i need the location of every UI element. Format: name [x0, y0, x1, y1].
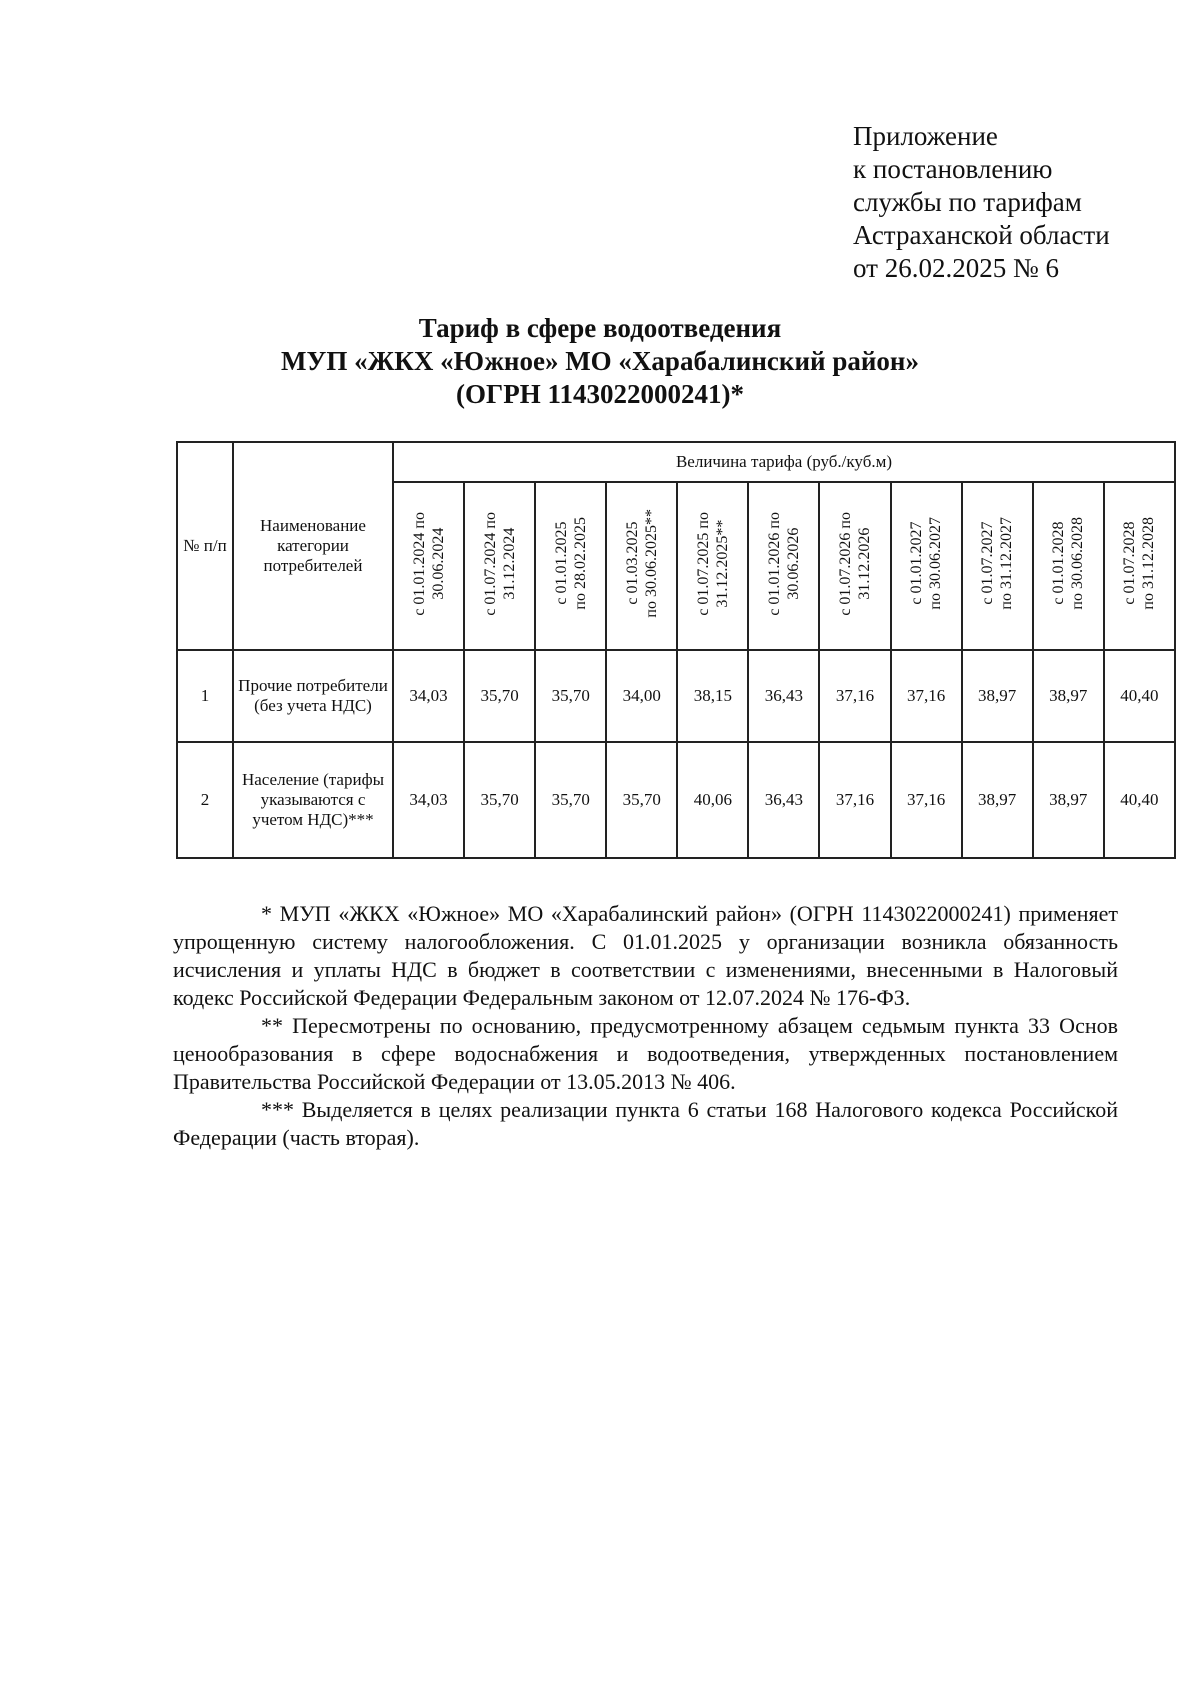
tariff-value: 37,16 — [819, 650, 890, 742]
period-label: с 01.01.2026 по 30.06.2026 — [765, 511, 802, 616]
appendix-line: Приложение — [853, 121, 998, 151]
tariff-value: 36,43 — [748, 650, 819, 742]
tariff-value: 38,97 — [1033, 650, 1104, 742]
consumer-category: Прочие потребители (без учета НДС) — [233, 650, 393, 742]
period-header — [1033, 482, 1104, 650]
appendix-line: к постановлению — [853, 154, 1053, 184]
period-label: с 01.01.2025 по 28.02.2025 — [552, 517, 589, 610]
period-header — [819, 482, 890, 650]
period-header — [464, 482, 535, 650]
period-label: с 01.03.2025 по 30.06.2025** — [623, 509, 660, 618]
tariff-value: 35,70 — [464, 742, 535, 858]
period-label: с 01.07.2026 по 31.12.2026 — [837, 511, 873, 616]
period-label: с 01.01.2024 по 30.06.2024 — [410, 511, 447, 616]
footnote: *** Выделяется в целях реализации пункта 6 статьи 168 Налогового кодекса Российской Федерации (часть вторая). — [173, 1097, 1118, 1150]
appendix-line: Астраханской области — [853, 220, 1110, 250]
period-label: с 01.01.2028 по 30.06.2028 — [1050, 517, 1087, 610]
footnote: * МУП «ЖКХ «Южное» МО «Харабалинский район» (ОГРН 1143022000241) применяет упрощенную систему налогообложения. С 01.01.2025 у организации возникла обязанность исчисления и уплаты НДС в бюджет в соответствии с изменениями, внесенными в Налоговый кодекс Российской Федерации Федеральным законом от 12.07.2024 № 176-ФЗ. — [173, 901, 1118, 1010]
tariff-value: 38,97 — [962, 742, 1033, 858]
tariff-value: 34,00 — [606, 650, 677, 742]
appendix-line: от 26.02.2025 № 6 — [853, 253, 1059, 283]
tariff-value: 40,40 — [1104, 650, 1175, 742]
period-header — [1104, 482, 1175, 650]
period-label: с 01.01.2027 по 30.06.2027 — [908, 517, 945, 610]
table-row — [177, 742, 1175, 858]
period-header — [606, 482, 677, 650]
title-line-1: Тариф в сфере водоотведения — [418, 313, 782, 343]
category-column-header: Наименование категории потребителей — [233, 442, 393, 650]
period-header — [748, 482, 819, 650]
period-header — [962, 482, 1033, 650]
tariff-value: 34,03 — [393, 650, 464, 742]
appendix-line: службы по тарифам — [853, 187, 1082, 217]
tariff-value: 38,97 — [1033, 742, 1104, 858]
tariff-value: 34,03 — [393, 742, 464, 858]
tariff-value: 37,16 — [891, 650, 962, 742]
tariff-value: 36,43 — [748, 742, 819, 858]
tariff-value: 38,97 — [962, 650, 1033, 742]
appendix-block — [853, 120, 1110, 285]
tariff-value: 37,16 — [891, 742, 962, 858]
period-header — [891, 482, 962, 650]
tariff-value: 35,70 — [535, 742, 606, 858]
period-header — [535, 482, 606, 650]
tariff-value-header: Величина тарифа (руб./куб.м) — [393, 442, 1175, 482]
period-label: с 01.07.2024 по 31.12.2024 — [481, 511, 518, 616]
footnotes — [173, 900, 1118, 1152]
footnote: ** Пересмотрены по основанию, предусмотренному абзацем седьмым пункта 33 Основ ценообразования в сфере водоснабжения и водоотведения, утвержденных постановлением Правительства Российской Федерации от 13.05.2013 № 406. — [173, 1013, 1118, 1094]
row-number: 2 — [177, 742, 233, 858]
tariff-value: 40,40 — [1104, 742, 1175, 858]
tariff-table — [176, 441, 1176, 859]
title-line-3: (ОГРН 1143022000241)* — [456, 379, 744, 409]
document-title — [100, 312, 1100, 411]
period-header — [393, 482, 464, 650]
tariff-value: 35,70 — [464, 650, 535, 742]
row-number: 1 — [177, 650, 233, 742]
tariff-value: 40,06 — [677, 742, 748, 858]
period-label: с 01.07.2028 по 31.12.2028 — [1121, 517, 1158, 610]
period-label: с 01.07.2025 по 31.12.2025** — [694, 511, 731, 616]
consumer-category: Население (тарифы указываются с учетом НДС)*** — [233, 742, 393, 858]
title-line-2: МУП «ЖКХ «Южное» МО «Харабалинский район» — [281, 346, 919, 376]
tariff-value: 35,70 — [606, 742, 677, 858]
tariff-value: 37,16 — [819, 742, 890, 858]
tariff-value: 38,15 — [677, 650, 748, 742]
period-label: с 01.07.2027 по 31.12.2027 — [979, 517, 1016, 610]
number-column-header: № п/п — [177, 442, 233, 650]
period-header — [677, 482, 748, 650]
table-row — [177, 650, 1175, 742]
tariff-value: 35,70 — [535, 650, 606, 742]
